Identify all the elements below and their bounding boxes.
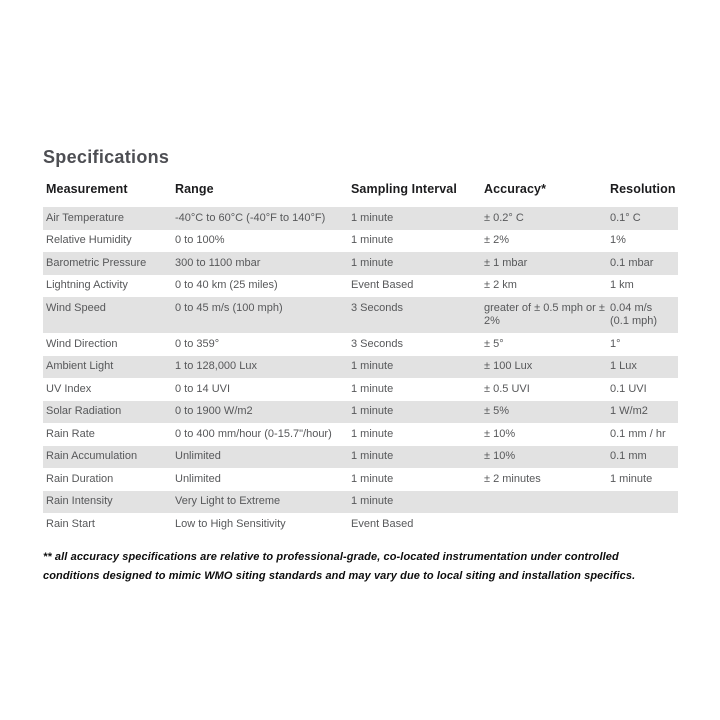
page-title: Specifications <box>43 147 170 167</box>
cell-measurement: Rain Duration <box>46 472 114 485</box>
table-row <box>43 491 678 514</box>
cell-range: -40°C to 60°C (-40°F to 140°F) <box>175 207 351 230</box>
cell-accuracy: ± 100 Lux <box>484 356 610 379</box>
column-header-accuracy: Accuracy* <box>484 182 547 196</box>
cell-resolution: 0.04 m/s (0.1 mph) <box>610 297 678 333</box>
cell-resolution <box>610 491 678 514</box>
cell-range: 0 to 100% <box>175 234 225 246</box>
table-row <box>43 401 678 424</box>
cell-accuracy: ± 2 minutes <box>484 472 541 485</box>
table-row <box>43 468 678 491</box>
cell-measurement: Rain Intensity <box>43 491 175 514</box>
cell-sampling: Event Based <box>351 517 414 530</box>
cell-resolution: 0.1 mbar <box>610 252 678 275</box>
cell-measurement: Air Temperature <box>43 207 175 230</box>
cell-resolution: 0.1° C <box>610 207 678 230</box>
cell-accuracy: ± 10% <box>484 427 516 440</box>
cell-range: 0 to 14 UVI <box>175 382 231 395</box>
cell-resolution: 0.1 mm <box>610 446 678 469</box>
table-header-row <box>43 182 678 207</box>
cell-accuracy: ± 5° <box>484 337 504 350</box>
column-header-resolution: Resolution <box>610 182 676 196</box>
cell-accuracy: ± 5% <box>484 401 610 424</box>
cell-measurement: Rain Accumulation <box>43 446 175 469</box>
cell-sampling: 1 minute <box>351 446 484 469</box>
cell-accuracy: ± 0.2° C <box>484 207 610 230</box>
cell-accuracy: ± 10% <box>484 446 610 469</box>
table-row <box>43 446 678 469</box>
cell-accuracy: ± 2 km <box>484 279 517 291</box>
cell-accuracy <box>484 491 610 514</box>
cell-measurement: Ambient Light <box>43 356 175 379</box>
cell-accuracy <box>484 513 610 536</box>
cell-sampling: 3 Seconds <box>351 297 484 333</box>
table-row <box>43 252 678 275</box>
cell-measurement: Rain Start <box>46 517 95 530</box>
specifications-table <box>43 182 678 536</box>
table-row <box>43 378 678 401</box>
cell-resolution: 1% <box>610 234 626 246</box>
cell-range: Unlimited <box>175 446 351 469</box>
cell-resolution: 0.1 mm / hr <box>610 427 666 440</box>
table-row <box>43 356 678 379</box>
table-row <box>43 230 678 253</box>
column-header-measurement: Measurement <box>46 182 128 196</box>
table-row <box>43 333 678 356</box>
column-header-range: Range <box>175 182 214 196</box>
cell-range: 0 to 359° <box>175 337 220 350</box>
cell-range: 1 to 128,000 Lux <box>175 356 351 379</box>
content-area <box>43 147 678 586</box>
table-row <box>43 207 678 230</box>
cell-measurement: Wind Speed <box>43 297 175 333</box>
cell-resolution: 1 W/m2 <box>610 401 678 424</box>
cell-range: Low to High Sensitivity <box>175 517 286 530</box>
cell-sampling: 1 minute <box>351 234 394 246</box>
cell-accuracy: ± 0.5 UVI <box>484 382 530 395</box>
cell-sampling: Event Based <box>351 279 414 291</box>
cell-accuracy: greater of ± 0.5 mph or ± 2% <box>484 297 610 333</box>
cell-sampling: 1 minute <box>351 472 394 485</box>
cell-accuracy: ± 2% <box>484 234 509 246</box>
cell-measurement: UV Index <box>46 382 92 395</box>
cell-range: 0 to 45 m/s (100 mph) <box>175 297 351 333</box>
table-row <box>43 275 678 298</box>
cell-range: Unlimited <box>175 472 221 485</box>
cell-range: 0 to 400 mm/hour (0-15.7"/hour) <box>175 427 332 440</box>
cell-resolution: 0.1 UVI <box>610 382 647 395</box>
cell-sampling: 3 Seconds <box>351 337 403 350</box>
cell-resolution: 1° <box>610 337 621 350</box>
cell-sampling: 1 minute <box>351 207 484 230</box>
cell-sampling: 1 minute <box>351 356 484 379</box>
cell-sampling: 1 minute <box>351 401 484 424</box>
cell-measurement: Barometric Pressure <box>43 252 175 275</box>
cell-resolution: 1 minute <box>610 472 653 485</box>
cell-resolution <box>610 513 678 536</box>
accuracy-footnote: ** all accuracy specifications are relative to professional-grade, co-located instrumentation under controlled conditions designed to mimic WMO siting standards and may vary due to local siting and installation specifics. <box>43 550 636 582</box>
cell-measurement: Rain Rate <box>46 427 95 440</box>
cell-range: 300 to 1100 mbar <box>175 252 351 275</box>
cell-sampling: 1 minute <box>351 427 394 440</box>
table-row <box>43 423 678 446</box>
cell-measurement: Solar Radiation <box>43 401 175 424</box>
cell-sampling: 1 minute <box>351 382 394 395</box>
cell-range: 0 to 1900 W/m2 <box>175 401 351 424</box>
cell-resolution: 1 Lux <box>610 356 678 379</box>
cell-measurement: Lightning Activity <box>46 279 128 291</box>
cell-measurement: Relative Humidity <box>46 234 132 246</box>
cell-sampling: 1 minute <box>351 252 484 275</box>
cell-range: Very Light to Extreme <box>175 491 351 514</box>
cell-sampling: 1 minute <box>351 491 484 514</box>
table-row <box>43 297 678 333</box>
cell-measurement: Wind Direction <box>46 337 118 350</box>
cell-resolution: 1 km <box>610 279 634 291</box>
column-header-sampling-interval: Sampling Interval <box>351 182 457 196</box>
table-row <box>43 513 678 536</box>
cell-range: 0 to 40 km (25 miles) <box>175 279 278 291</box>
cell-accuracy: ± 1 mbar <box>484 252 610 275</box>
